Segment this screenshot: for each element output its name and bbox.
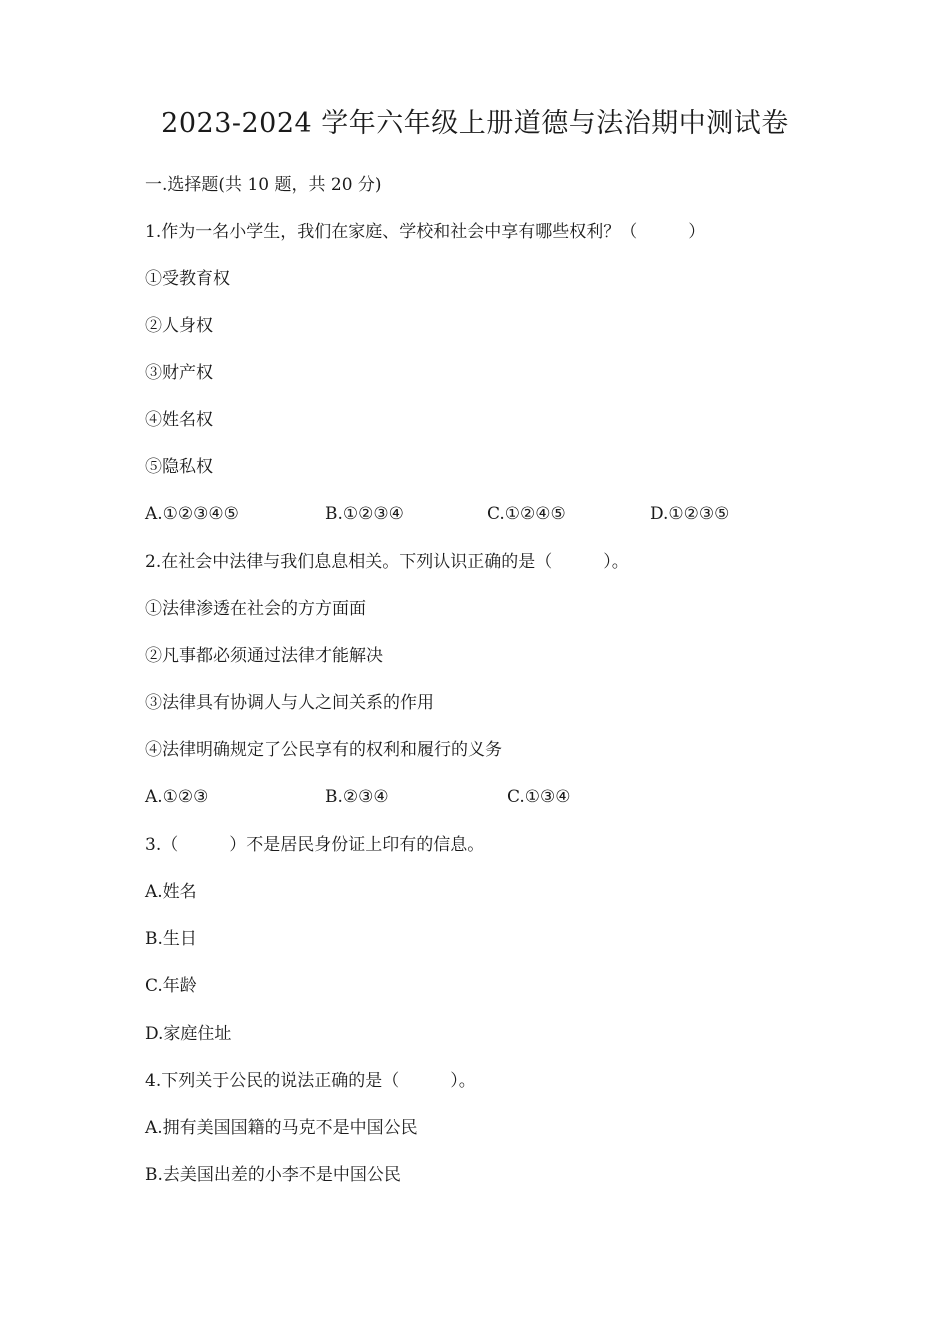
question-3-stem: 3.（ ）不是居民身份证上印有的信息。: [145, 835, 485, 855]
section-heading: 一.选择题(共 10 题，共 20 分): [145, 175, 382, 195]
question-3-option-a: A.姓名: [145, 882, 197, 902]
question-2-item: ③法律具有协调人与人之间关系的作用: [145, 693, 434, 713]
question-2-stem: 2.在社会中法律与我们息息相关。下列认识正确的是（ ）。: [145, 552, 629, 572]
exam-title: 2023-2024 学年六年级上册道德与法治期中测试卷: [161, 108, 789, 139]
question-2-option-c: C.①③④: [507, 787, 571, 807]
question-1-item: ④姓名权: [145, 410, 213, 430]
question-1-item: ①受教育权: [145, 269, 230, 289]
question-2-item: ①法律渗透在社会的方方面面: [145, 599, 366, 619]
question-1-option-b: B.①②③④: [325, 504, 404, 524]
question-2-option-b: B.②③④: [325, 787, 389, 807]
question-1-option-d: D.①②③⑤: [650, 504, 730, 524]
question-3-option-d: D.家庭住址: [145, 1024, 232, 1044]
question-3-option-b: B.生日: [145, 929, 197, 949]
question-4-option-b: B.去美国出差的小李不是中国公民: [145, 1165, 401, 1185]
question-2-item: ②凡事都必须通过法律才能解决: [145, 646, 383, 666]
question-1-item: ②人身权: [145, 316, 213, 336]
question-4-stem: 4.下列关于公民的说法正确的是（ ）。: [145, 1071, 476, 1091]
question-1-option-c: C.①②④⑤: [487, 504, 566, 524]
question-3-option-c: C.年龄: [145, 976, 197, 996]
question-1-item: ③财产权: [145, 363, 213, 383]
question-2-option-a: A.①②③: [145, 787, 209, 807]
question-2-item: ④法律明确规定了公民享有的权利和履行的义务: [145, 740, 502, 760]
question-1-stem: 1.作为一名小学生，我们在家庭、学校和社会中享有哪些权利？（ ）: [145, 222, 706, 242]
question-1-item: ⑤隐私权: [145, 457, 213, 477]
question-1-option-a: A.①②③④⑤: [145, 504, 239, 524]
question-4-option-a: A.拥有美国国籍的马克不是中国公民: [145, 1118, 418, 1138]
